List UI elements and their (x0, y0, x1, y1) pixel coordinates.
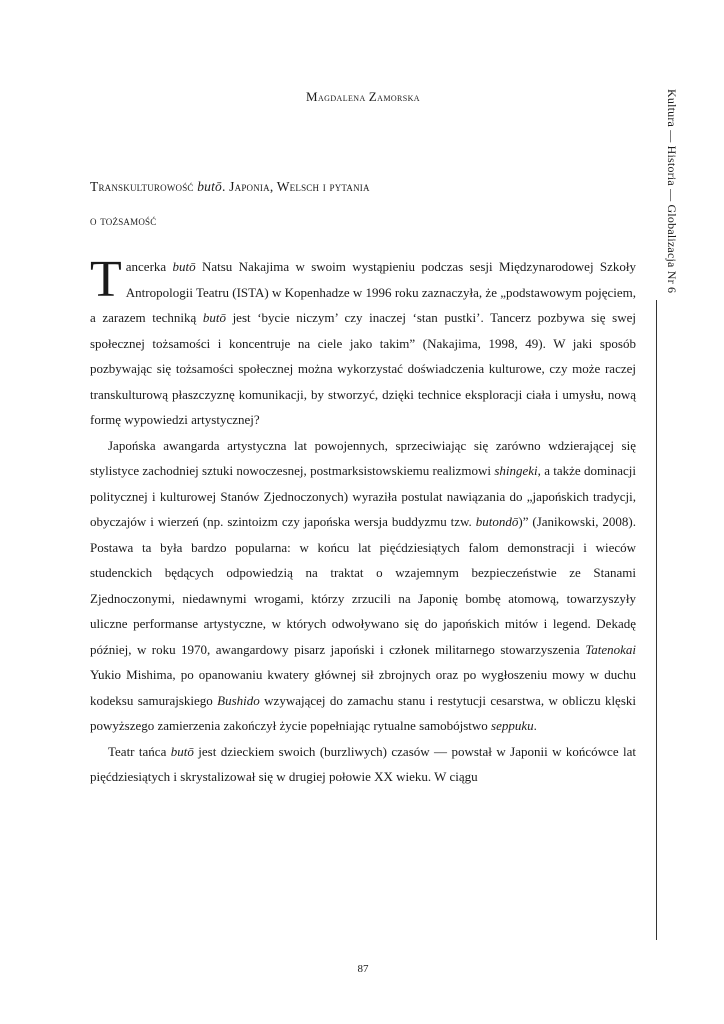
title-line-2: o tożsamość (90, 213, 157, 228)
page-number: 87 (357, 963, 369, 975)
article-body (90, 251, 637, 790)
article-title (90, 170, 636, 238)
drop-cap: T (90, 251, 122, 308)
author-name: Magdalena Zamorska (306, 89, 420, 104)
title-line-1: Transkulturowość butō. Japonia, Welsch i pytania (90, 179, 370, 194)
paragraph-2: Japońska awangarda artystyczna lat powojennych, sprzeciwiając się zarówno wdzierającej się stylistyce zachodniej sztuki nowoczesnej, postmarksistowskiemu realizmowi shingeki, a także dominacji politycznej i kulturowej Stanów Zjednoczonych) wyraziła postulat nawiązania do „japońskich tradycji, obyczajów i wierzeń (np. szintoizm czy japońska wersja buddyzmu tzw. butondō)” (Janikowski, 2008). Postawa ta była bardzo popularna: w końcu lat pięćdziesiątych falom demonstracji i wieców studenckich będących odpowiedzią na traktat o wzajemnym bezpieczeństwie ze Stanami Zjednoczonymi, niedawnymi wrogami, którzy zrzucili na Japonię bombę atomową, towarzyszyły uliczne performanse artystyczne, w których odwoływano się do japońskich mitów i legend. Dekadę później, w roku 1970, awangardowy pisarz japoński i członek militarnego stowarzyszenia Tatenokai Yukio Mishima, po opanowaniu kwatery głównej sił zbrojnych oraz po wygłoszeniu mowy w duchu kodeksu samurajskiego Bushido wzywającej do zamachu stanu i restytucji cesarstwa, w obliczu klęski powyższego zamierzenia zakończył życie popełniając rytualne samobójstwo seppuku. (90, 437, 636, 733)
paragraph-3: Teatr tańca butō jest dzieckiem swoich (burzliwych) czasów — powstał w Japonii w końcówce lat pięćdziesiątych i skrystalizował się w drugiej połowie XX wieku. W ciągu (90, 743, 637, 784)
journal-sidebar-label: Kultura — Historia — Globalizacja Nr 6 (665, 89, 679, 294)
paragraph-1: Tancerka butō Natsu Nakajima w swoim wystąpieniu podczas sesji Międzynarodowej Szkoły Antropologii Teatru (ISTA) w Kopenhadze w 1996 roku zaznaczyła, że „podstawowym pojęciem, a zarazem techniką butō jest ‘bycie niczym’ czy inaczej ‘stan pustki’. Tancerz pozbywa się swej społecznej tożsamości i koncentruje na ciele jako takim” (Nakajima, 1998, 49). W jaki sposób pozbywając się tożsamości społecznej można wykorzystać doświadczenia kulturowe, czy może raczej transkulturową płaszczyznę komunikacji, by stworzyć, dzięki technice eksploracji ciała i umysłu, nową formę wypowiedzi artystycznej? (90, 251, 636, 427)
sidebar-rule (656, 300, 657, 940)
